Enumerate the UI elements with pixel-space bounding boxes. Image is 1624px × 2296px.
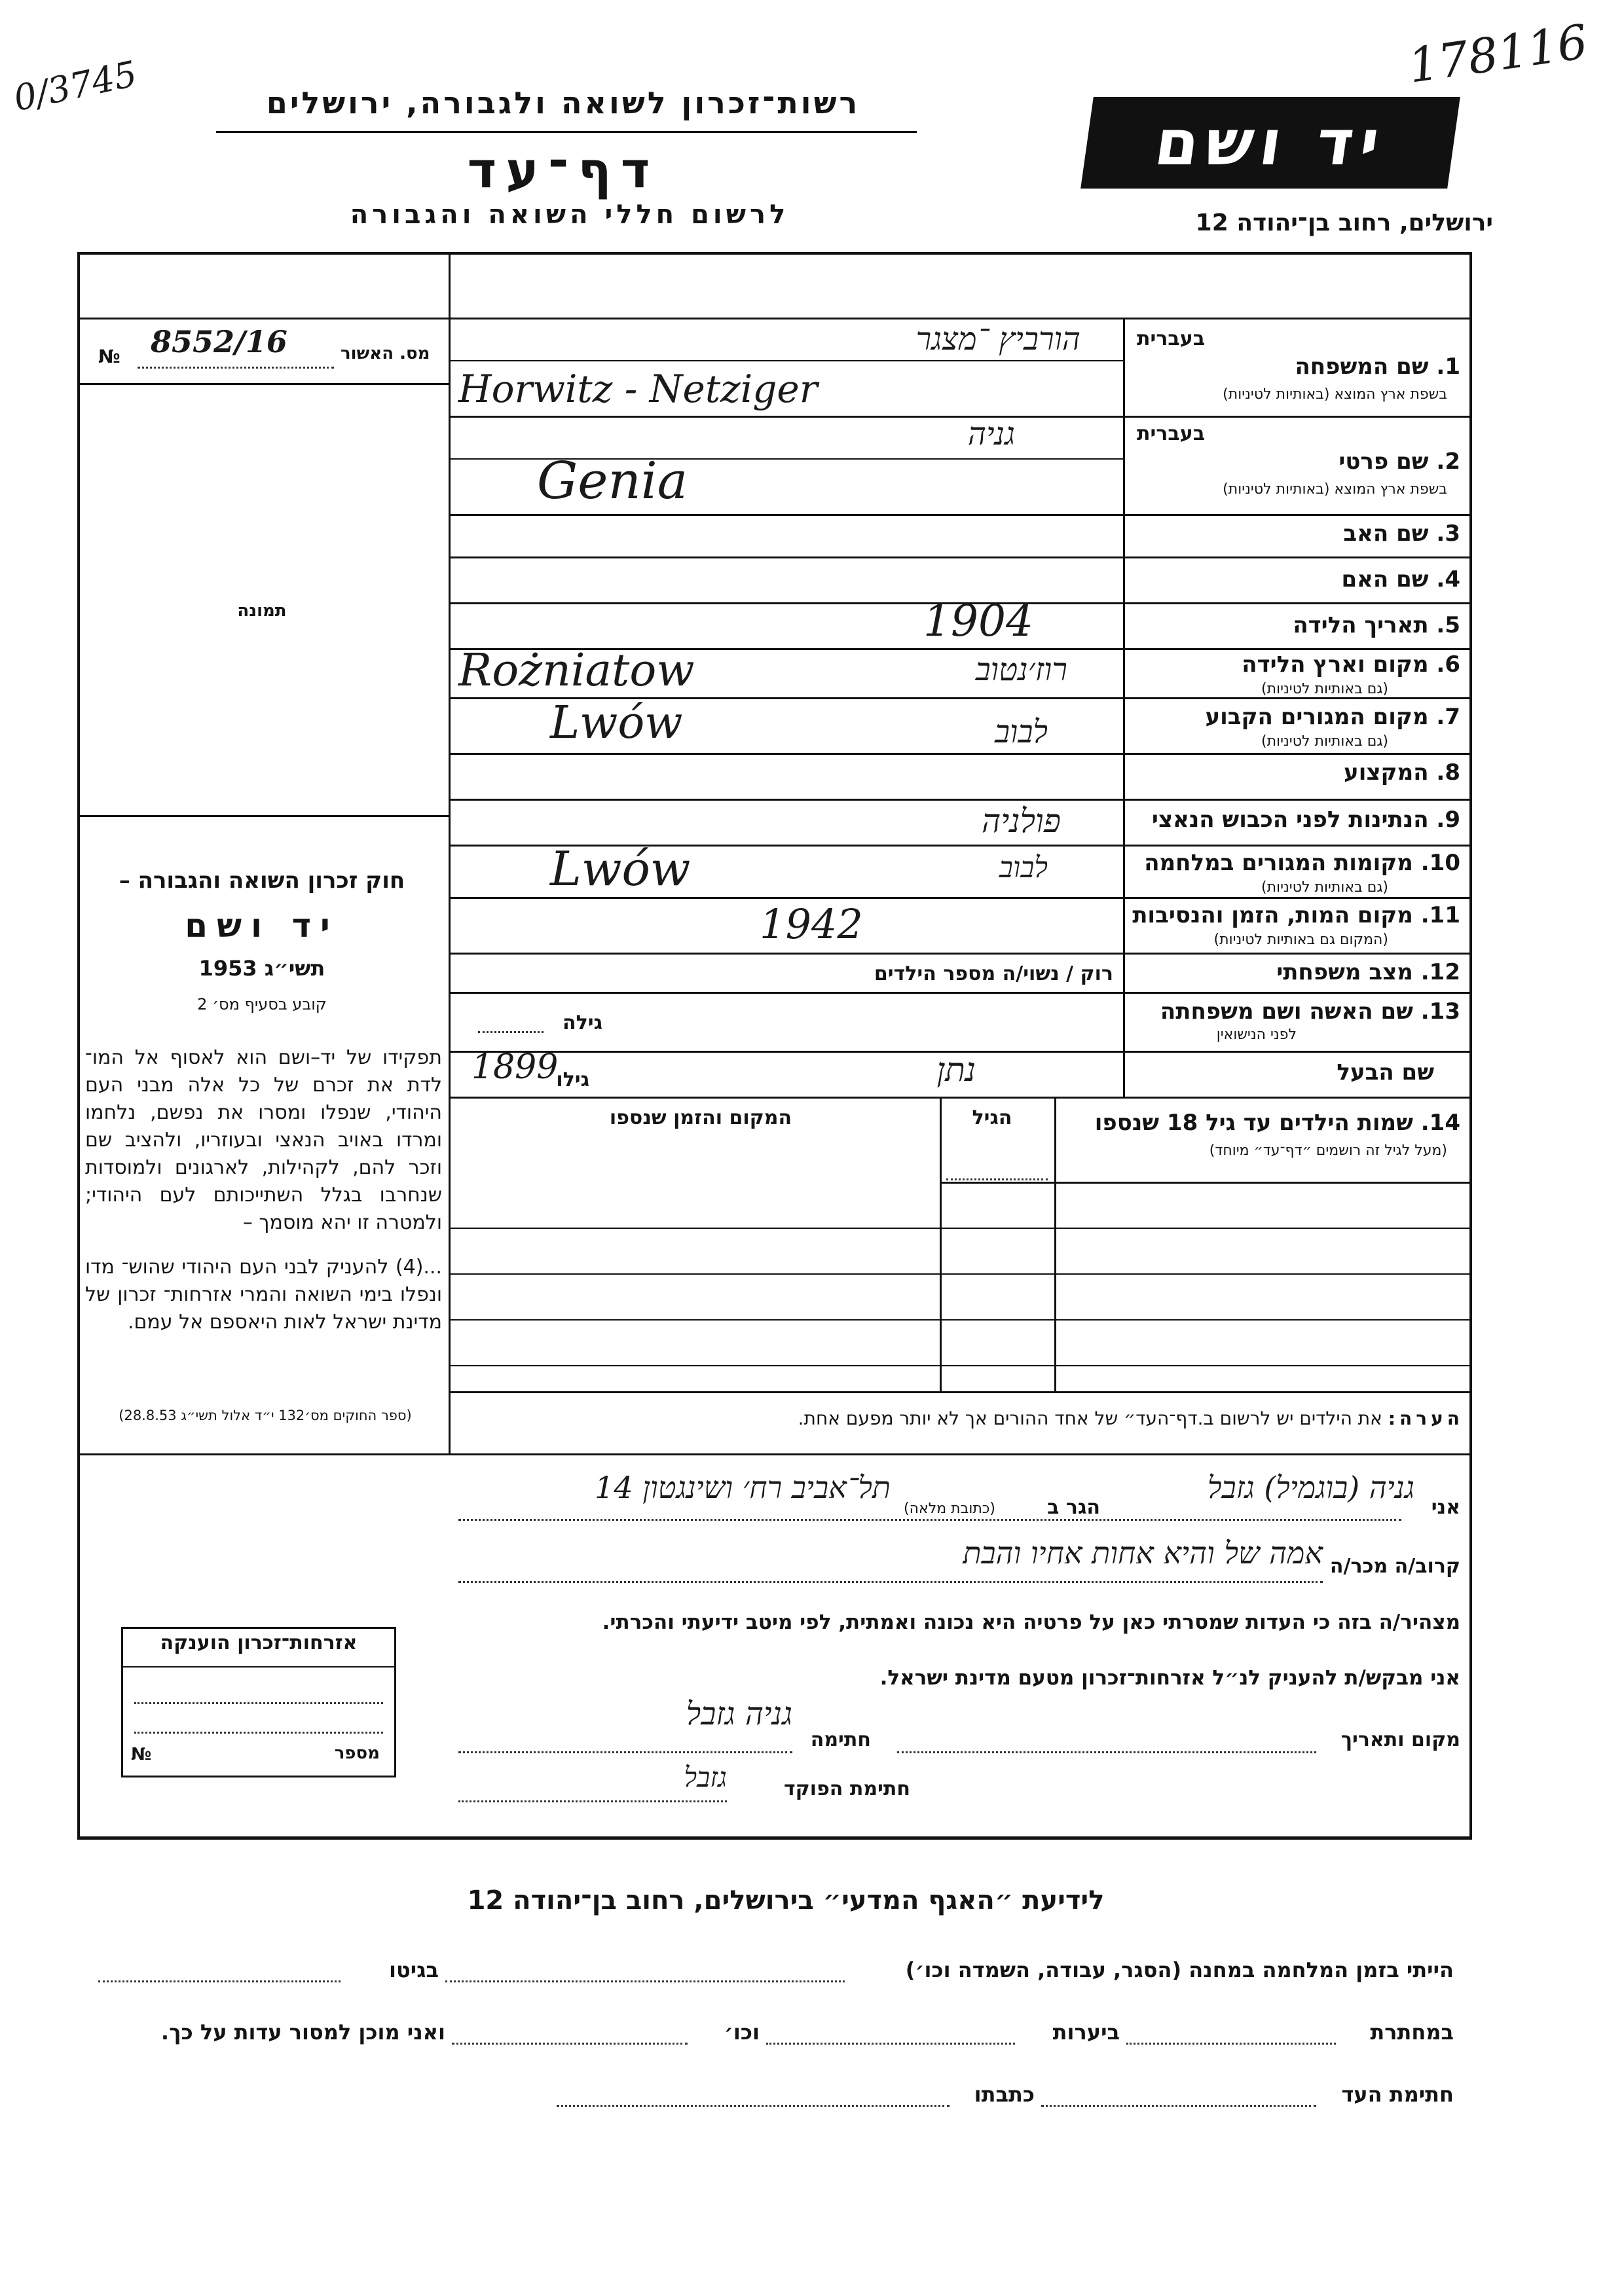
field-3-label-text: שם האב (1343, 520, 1429, 547)
declarant-relation-label: קרוב/ה מכר/ה (1329, 1555, 1460, 1578)
field-12-value: רוק / נשוי/ה מספר הילדים (874, 962, 1113, 985)
citizenship-dots-2 (134, 1732, 383, 1734)
field-1-hebrew-tag: בעברית (1137, 327, 1205, 350)
header-address: ירושלים, רחוב בן־יהודה 12 (1195, 210, 1493, 236)
field-6-note: (גם באותיות לטיניות) (1261, 681, 1388, 697)
field-7-label-text: מקום המגורים הקבוע (1205, 704, 1429, 730)
label-column-divider (1123, 318, 1125, 1097)
field-4-num: 4. (1436, 566, 1460, 592)
corner-annotation-right: 178116 (1405, 14, 1591, 94)
field-8-label (1133, 759, 1460, 786)
field-13-note: לפני הנישואין (1216, 1027, 1297, 1043)
law-source: (ספר החוקים מס׳132 י״ד אלול תשי״ג 28.8.53) (119, 1408, 412, 1423)
bottom-line2-start: במחתרת (1370, 2020, 1454, 2045)
citizenship-dots-1 (134, 1702, 383, 1704)
children-row-1 (940, 1182, 1472, 1184)
law-text-1: תפקידו של יד–ושם הוא לאסוף אל המו־ לדת את זכרם של כל אלה מבני העם היהודי, שנפלו ומסרו את נפשם, נלחמו ומרדו באויב הנאצי ובעוזריו, ולהציב שם וזכר להם, לקהילות, לארגונים ולמוסדות שנחרבו בגלל השתייכותם לעם היהודי; ולמטרה זו יהא מוסמך – (85, 1046, 442, 1234)
declarant-resides-label: הגר ב (1047, 1496, 1100, 1519)
field-3-divider (449, 556, 1472, 558)
field-1-label (1133, 354, 1460, 380)
photo-label: תמונה (237, 601, 287, 621)
field-1-divider (449, 360, 1123, 361)
remark-label: הערה: (1388, 1408, 1464, 1429)
field-2-hebrew-tag: בעברית (1137, 422, 1205, 445)
bottom-line2-dots-2 (766, 2043, 1015, 2045)
field-7-value-latin: Lwów (550, 697, 683, 749)
officer-label: חתימת הפוקד (784, 1777, 910, 1800)
signature-dots (458, 1751, 792, 1753)
children-note: (מעל לגיל זה רושמים ״דף־עד״ מיוחד) (1209, 1142, 1447, 1159)
declarant-address: תל־אביב רח׳ ושינגטון 14 (595, 1470, 891, 1505)
field-11-note: (המקום גם באותיות לטיניות) (1213, 932, 1388, 948)
field-5-label (1133, 612, 1460, 638)
field-5-label-text: תאריך הלידה (1293, 612, 1429, 638)
field-11-num: 11. (1420, 902, 1460, 928)
field-7-note: (גם באותיות לטיניות) (1261, 733, 1388, 750)
children-label (1054, 1110, 1460, 1136)
field-13-label (1133, 998, 1460, 1025)
husband-age-value: 1899 (471, 1048, 559, 1087)
field-7-value-hebrew: לבוב (995, 714, 1048, 750)
form-title: דף־עד (467, 141, 659, 199)
approval-number-mark: № (98, 346, 120, 367)
bottom-divider (77, 1836, 1472, 1838)
field-5-value: 1904 (923, 596, 1033, 646)
top-strip-line (77, 318, 1472, 319)
declarant-name: גניה (בוגמיל) גזבל (1208, 1470, 1414, 1505)
remark-text: את הילדים יש לרשום ב.דף־העד״ של אחד ההורים אך לא יותר מפעם אחת. (798, 1408, 1382, 1429)
signature-label: חתימה (810, 1728, 871, 1751)
bottom-line3-dots-1 (1041, 2105, 1316, 2107)
remark (458, 1408, 1464, 1429)
bottom-line3-start: חתימת העד (1341, 2082, 1454, 2107)
approval-dots (138, 367, 334, 369)
field-13-num: 13. (1420, 998, 1460, 1025)
field-10-value-hebrew: לבוב (999, 851, 1048, 884)
field-1-value-latin: Horwitz - Netziger (458, 367, 818, 411)
husband-age-label: גילו (556, 1068, 589, 1091)
bottom-line1-start: הייתי בזמן המלחמה במחנה (הסגר, עבודה, השמדה וכו׳) (905, 1958, 1454, 1982)
children-col-divider-2 (940, 1097, 942, 1391)
bottom-line1-end: בגיטו (389, 1958, 439, 1982)
field-3-num: 3. (1436, 520, 1460, 547)
children-row-4 (449, 1319, 1472, 1321)
field-10-num: 10. (1420, 850, 1460, 876)
field-11-divider (449, 953, 1472, 955)
field-2-label-text: שם פרטי (1338, 448, 1429, 475)
law-title: חוק זכרון השואה והגבורה – (119, 867, 405, 894)
field-11-value: 1942 (760, 900, 863, 948)
husband-value: נתן (936, 1051, 976, 1089)
citizenship-number-mark: № (131, 1745, 152, 1764)
approval-number: 8552/16 (151, 324, 287, 359)
field-6-value-latin: Rożniatow (458, 645, 695, 697)
field-10-divider (449, 897, 1472, 899)
field-4-label (1133, 566, 1460, 592)
remark-bottom (77, 1453, 1472, 1455)
bottom-line1-dots-1 (445, 1980, 845, 1982)
corner-annotation-left: 0/3745 (10, 52, 141, 120)
citizenship-number-label: מספר (334, 1743, 380, 1763)
declarant-signature: גניה גזבל (686, 1696, 792, 1732)
field-10-label (1133, 850, 1460, 876)
field-9-label-text: הנתינות לפני הכבוש הנאצי (1151, 807, 1429, 833)
bottom-line3-mid: כתבתו (974, 2082, 1035, 2107)
field-2-label (1133, 448, 1460, 475)
field-12-divider (449, 992, 1472, 994)
bottom-line2-dots-3 (452, 2043, 688, 2045)
field-7-label (1133, 704, 1460, 730)
children-col-divider-1 (1054, 1097, 1056, 1391)
field-1-num: 1. (1436, 354, 1460, 380)
field-2-value-hebrew: גניה (967, 416, 1015, 452)
children-row-5 (449, 1365, 1472, 1366)
law-name: יד ושם (185, 907, 339, 945)
field-11-label (1133, 902, 1460, 928)
field-8-num: 8. (1436, 759, 1460, 786)
declarant-line-2-dots (458, 1581, 1323, 1583)
law-year: תשי״ג 1953 (198, 956, 325, 981)
children-row-2 (449, 1228, 1472, 1229)
children-bottom (449, 1391, 1472, 1393)
field-5-num: 5. (1436, 612, 1460, 638)
field-10-label-text: מקומות המגורים במלחמה (1144, 850, 1413, 876)
field-1-value-hebrew: הורביץ ־מצגר (915, 321, 1080, 357)
children-num: 14. (1420, 1110, 1460, 1136)
place-date-label: מקום ותאריך (1340, 1728, 1460, 1751)
field-2-bottom (449, 514, 1472, 516)
place-date-dots (897, 1751, 1316, 1753)
bottom-line1-dots-2 (98, 1980, 341, 1982)
children-label-text: שמות הילדים עד גיל 18 שנספו (1094, 1110, 1413, 1136)
children-col-place: המקום והזמן שנספו (609, 1106, 792, 1129)
approval-line (77, 383, 449, 385)
field-6-num: 6. (1436, 651, 1460, 678)
children-row-1-dots (946, 1178, 1048, 1180)
field-12-num: 12. (1420, 959, 1460, 985)
bottom-line2-mid1: ביערות (1052, 2020, 1120, 2045)
field-7-divider (449, 753, 1472, 755)
field-6-value-hebrew: רוז׳נטוב (975, 651, 1067, 688)
bottom-line3-dots-2 (557, 2105, 950, 2107)
request-text: אני מבקש/ת להעניק לנ״ל אזרחות־זכרון מטעם מדינת ישראל. (879, 1666, 1460, 1690)
bottom-line2-mid2: וכו׳ (724, 2020, 760, 2045)
husband-divider (449, 1097, 1472, 1099)
bottom-title: לידיעת ״האגף המדעי״ בירושלים, רחוב בן־יהודה 12 (467, 1886, 1105, 1916)
field-2-note: בשפת ארץ המוצא (באותיות לטיניות) (1223, 481, 1447, 498)
field-1-label-text: שם המשפחה (1295, 354, 1429, 380)
bottom-line2-dots-1 (1126, 2043, 1336, 2045)
field-11-label-text: מקום המות, הזמן והנסיבות (1132, 902, 1413, 928)
officer-dots (458, 1800, 727, 1802)
field-9-num: 9. (1436, 807, 1460, 833)
bottom-line2-end: ואני מוכן למסור עדות על כך. (160, 2020, 445, 2045)
field-2-num: 2. (1436, 448, 1460, 475)
husband-label: שם הבעל (1337, 1059, 1434, 1085)
declaration-text: מצהיר/ה בזה כי העדות שמסרתי כאן על פרטיה היא נכונה ואמתית, לפי מיטב ידיעתי והכרתי. (602, 1611, 1460, 1634)
citizenship-title-line (121, 1666, 396, 1667)
declarant-address-note: (כתובת מלאה) (904, 1501, 995, 1517)
field-4-label-text: שם האם (1341, 566, 1429, 592)
photo-bottom-line (77, 815, 449, 817)
declarant-i-label: אני (1431, 1496, 1460, 1519)
field-8-divider (449, 799, 1472, 801)
citizenship-title: אזרחות־זכרון הוענקה (160, 1631, 358, 1654)
field-12-label-text: מצב משפחתי (1276, 959, 1413, 985)
yad-vashem-logo (1080, 97, 1460, 189)
field-3-label (1133, 520, 1460, 547)
logo-text: יד ושם (1150, 106, 1391, 179)
authority-line: רשות־זכרון לשואה ולגבורה, ירושלים (266, 85, 860, 120)
field-9-value: פולניה (981, 802, 1061, 840)
field-13-age-dots (478, 1031, 544, 1033)
field-1-note: בשפת ארץ המוצא (באותיות לטיניות) (1223, 386, 1447, 403)
law-clause: קובע בסעיף מס׳ 2 (197, 995, 327, 1013)
children-col-age: הגיל (972, 1106, 1012, 1129)
field-13-label-text: שם האשה ושם משפחתה (1160, 998, 1413, 1025)
children-row-3 (449, 1273, 1472, 1275)
field-13-age-label: גילה (563, 1011, 602, 1034)
law-text-2: ...(4) להעניק לבני העם היהודי שהוש־ מדו ונפלו בימי השואה והמרי אזרחות־ זכרון של מדינת ישראל לאות היאספם אל עמם. (85, 1256, 442, 1334)
declarant-line-1-dots (458, 1519, 1401, 1521)
form-subtitle: לרשום חללי השואה והגבורה (350, 200, 790, 230)
field-6-label-text: מקום וארץ הלידה (1242, 651, 1429, 678)
field-6-label (1133, 651, 1460, 678)
approval-label: מס. האשור (341, 344, 430, 363)
field-10-value-latin: Lwów (550, 841, 691, 896)
declarant-relation-value: אמה של והיא אחות אחיו והבת (963, 1535, 1323, 1571)
officer-signature: גזבל (684, 1761, 727, 1793)
field-8-label-text: המקצוע (1344, 759, 1429, 786)
field-12-label (1133, 959, 1460, 985)
field-10-note: (גם באותיות לטיניות) (1261, 879, 1388, 896)
authority-underline (216, 131, 917, 133)
field-9-label (1133, 807, 1460, 833)
field-7-num: 7. (1436, 704, 1460, 730)
field-2-value-latin: Genia (537, 452, 688, 511)
